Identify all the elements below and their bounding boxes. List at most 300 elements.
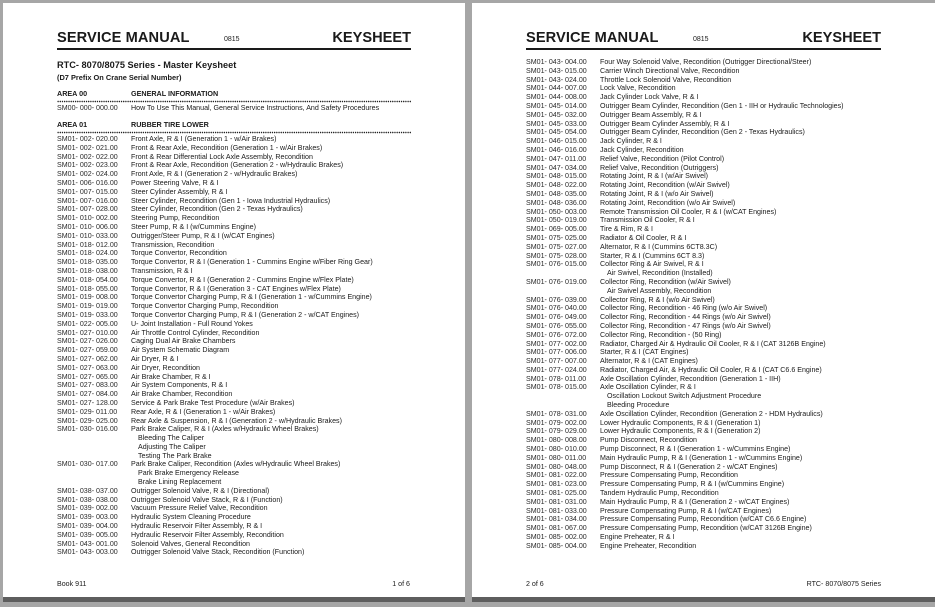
item-description: Outrigger Beam Cylinder, Recondition (Gen 2 - Texas Hydraulics) [600, 128, 805, 137]
item-description: Carrier Winch Directional Valve, Recondition [600, 66, 740, 75]
item-description: Pressure Compensating Pump, R & I (w/CAT Engines) [600, 506, 772, 515]
list-item [526, 146, 886, 155]
item-description: Rotating Joint, R & I (w/Air Swivel) [600, 172, 709, 181]
item-description: Brake Lining Replacement [138, 478, 222, 487]
item-code: SM01- 079- 002.00 [526, 418, 587, 427]
page-header [57, 30, 411, 50]
item-description: Collector Ring, R & I (w/o Air Swivel) [600, 295, 715, 304]
item-description: Outrigger Beam Assembly, R & I [600, 110, 702, 119]
item-code: SM01- 043- 015.00 [526, 66, 587, 75]
item-description: Lock Valve, Recondition [600, 84, 676, 93]
list-item [526, 190, 886, 199]
item-description: Solenoid Valves, General Recondition [131, 539, 250, 548]
list-item [526, 445, 886, 454]
list-item [57, 188, 417, 197]
item-description: Collector Ring, Recondition - (50 Ring) [600, 330, 722, 339]
item-code: SM01- 045- 054.00 [526, 128, 587, 137]
footer-page-number: 2 of 6 [526, 580, 544, 588]
item-code: SM01- 079- 029.00 [526, 427, 587, 436]
list-item [526, 278, 886, 287]
item-description: Hydraulic System Cleaning Procedure [131, 513, 251, 522]
item-code: SM01- 043- 004.00 [526, 58, 587, 66]
item-description: Outrigger Solenoid Valve Stack, Recondition (Function) [131, 548, 305, 557]
footer-page-number: 1 of 6 [392, 580, 410, 588]
item-description: Front & Rear Differential Lock Axle Assembly, Recondition [131, 152, 313, 161]
item-description: Starter, R & I (CAT Engines) [600, 348, 689, 357]
list-item [526, 454, 886, 463]
area-name: GENERAL INFORMATION [131, 89, 219, 98]
item-code: SM01- 029- 025.00 [57, 416, 118, 425]
item-description: Throttle Lock Solenoid Valve, Recondition [600, 75, 732, 84]
item-code: SM01- 080- 008.00 [526, 436, 587, 445]
list-item [526, 155, 886, 164]
header-code: 0815 [693, 36, 709, 43]
list-item [57, 232, 417, 241]
item-code: SM01- 048- 036.00 [526, 198, 587, 207]
item-code: SM01- 039- 003.00 [57, 513, 118, 522]
list-item [57, 487, 417, 496]
list-item [526, 84, 886, 93]
item-code: SM01- 027- 083.00 [57, 381, 118, 390]
asterisk-divider [57, 131, 411, 134]
item-code: SM01- 027- 062.00 [57, 354, 118, 363]
list-item [526, 419, 886, 428]
list-item [57, 460, 417, 469]
list-item [57, 241, 417, 250]
list-item [57, 329, 417, 338]
item-code: SM01- 044- 007.00 [526, 84, 587, 93]
item-description: Rear Axle & Suspension, R & I (Generation 2 - w/Hydraulic Brakes) [131, 416, 342, 425]
list-item [526, 304, 886, 313]
item-code: SM01- 027- 026.00 [57, 337, 118, 346]
item-code: SM01- 076- 019.00 [526, 277, 587, 286]
list-item [526, 164, 886, 173]
item-code: SM01- 043- 003.00 [57, 548, 118, 557]
list-subitem [57, 452, 417, 461]
item-description: Jack Cylinder Lock Valve, R & I [600, 93, 699, 102]
item-code: SM01- 018- 054.00 [57, 275, 118, 284]
list-item [57, 285, 417, 294]
item-description: Relief Valve, Recondition (Outriggers) [600, 163, 719, 172]
item-code: SM01- 078- 031.00 [526, 409, 587, 418]
list-item [526, 533, 886, 542]
item-code: SM01- 076- 049.00 [526, 313, 587, 322]
item-code: SM01- 027- 059.00 [57, 346, 118, 355]
item-code: SM01- 046- 016.00 [526, 145, 587, 154]
list-item [526, 243, 886, 252]
item-description: Rotating Joint, R & I (w/o Air Swivel) [600, 189, 714, 198]
item-code: SM01- 085- 004.00 [526, 541, 587, 550]
item-code: SM01- 076- 072.00 [526, 330, 587, 339]
item-code: SM01- 018- 055.00 [57, 284, 118, 293]
item-description: Service & Park Brake Test Procedure (w/Air Brakes) [131, 398, 295, 407]
item-description: Caging Dual Air Brake Chambers [131, 337, 236, 346]
item-description: Main Hydraulic Pump, R & I (Generation 2 - w/CAT Engines) [600, 497, 790, 506]
item-description: Bleeding Procedure [607, 401, 670, 410]
list-item [57, 293, 417, 302]
item-description: Park Brake Caliper, Recondition (Axles w/Hydraulic Wheel Brakes) [131, 460, 341, 469]
document-subtitle: (D7 Prefix On Crane Serial Number) [57, 73, 182, 82]
list-item [526, 58, 886, 67]
item-code: SM01- 045- 014.00 [526, 101, 587, 110]
item-code: SM01- 018- 038.00 [57, 266, 118, 275]
item-code: SM01- 039- 002.00 [57, 504, 118, 513]
item-description: Outrigger Beam Cylinder Assembly, R & I [600, 119, 730, 128]
item-description: Pressure Compensating Pump, Recondition [600, 471, 739, 480]
list-item [57, 496, 417, 505]
area-name: RUBBER TIRE LOWER [131, 120, 209, 129]
list-item [57, 214, 417, 223]
item-code: SM01- 048- 015.00 [526, 172, 587, 181]
item-description: Pump Disconnect, R & I (Generation 1 - w/Cummins Engine) [600, 445, 791, 454]
item-code: SM01- 010- 002.00 [57, 214, 118, 223]
document-title: RTC- 8070/8075 Series - Master Keysheet [57, 60, 237, 70]
list-item [57, 513, 417, 522]
list-item [57, 531, 417, 540]
list-item [526, 515, 886, 524]
item-description: Transmission Oil Cooler, R & I [600, 216, 695, 225]
item-code: SM01- 045- 033.00 [526, 119, 587, 128]
item-description: U- Joint Installation - Full Round Yokes [131, 319, 253, 328]
asterisk-divider [57, 100, 411, 103]
area-00-list [57, 104, 417, 113]
item-code: SM01- 069- 005.00 [526, 225, 587, 234]
list-item [526, 340, 886, 349]
item-description: Engine Preheater, Recondition [600, 541, 697, 550]
item-description: Torque Convertor, R & I (Generation 1 - Cummins Engine w/Fiber Ring Gear) [131, 258, 373, 267]
item-description: Outrigger/Steer Pump, R & I (w/CAT Engines) [131, 231, 275, 240]
list-item [526, 137, 886, 146]
list-item [57, 258, 417, 267]
page-1 [3, 3, 465, 602]
item-description: Collector Ring, Recondition - 44 Rings (w/o Air Swivel) [600, 313, 771, 322]
list-item [526, 225, 886, 234]
item-description: Collector Ring, Recondition - 47 Rings (w/o Air Swivel) [600, 321, 771, 330]
list-subitem [526, 392, 886, 401]
item-description: Relief Valve, Recondition (Pilot Control) [600, 154, 725, 163]
item-code: SM01- 050- 003.00 [526, 207, 587, 216]
item-code: SM01- 007- 028.00 [57, 205, 118, 214]
page-2 [472, 3, 935, 602]
item-code: SM01- 043- 001.00 [57, 539, 118, 548]
list-item [57, 355, 417, 364]
list-item [57, 337, 417, 346]
item-code: SM01- 007- 016.00 [57, 196, 118, 205]
item-code: SM01- 006- 016.00 [57, 178, 118, 187]
list-item [526, 76, 886, 85]
item-description: Outrigger Solenoid Valve Stack, R & I (Function) [131, 495, 283, 504]
item-description: Tandem Hydraulic Pump, Recondition [600, 489, 719, 498]
item-code: SM01- 002- 024.00 [57, 170, 118, 179]
item-code: SM01- 002- 020.00 [57, 135, 118, 143]
list-item [526, 348, 886, 357]
list-item [57, 302, 417, 311]
item-code: SM01- 039- 005.00 [57, 530, 118, 539]
item-description: Radiator & Oil Cooler, R & I [600, 233, 687, 242]
footer-series: RTC- 8070/8075 Series [806, 580, 881, 588]
list-item [526, 463, 886, 472]
item-code: SM01- 047- 011.00 [526, 154, 587, 163]
list-item [526, 216, 886, 225]
list-subitem [57, 469, 417, 478]
list-item [526, 120, 886, 129]
item-code: SM01- 081- 067.00 [526, 524, 587, 533]
item-description: Front & Rear Axle, Recondition (Generation 2 - w/Hydraulic Brakes) [131, 161, 344, 170]
item-description: Air System Schematic Diagram [131, 346, 230, 355]
list-item [57, 197, 417, 206]
list-item [526, 489, 886, 498]
list-item [526, 172, 886, 181]
list-item [526, 199, 886, 208]
item-code: SM01- 010- 006.00 [57, 222, 118, 231]
item-description: Hydraulic Reservoir Filter Assembly, R & I [131, 522, 263, 531]
item-description: Front Axle, R & I (Generation 1 - w/Air Brakes) [131, 135, 277, 143]
item-code: SM01- 081- 025.00 [526, 489, 587, 498]
area-number: AREA 00 [57, 89, 88, 98]
list-item [526, 436, 886, 445]
list-item [57, 135, 417, 144]
item-description: Radiator, Charged Air, & Hydraulic Oil Cooler, R & I (CAT C6.6 Engine) [600, 365, 822, 374]
item-description: Park Brake Caliper, R & I (Axles w/Hydraulic Wheel Brakes) [131, 425, 319, 434]
item-code: SM01- 007- 015.00 [57, 187, 118, 196]
item-description: Pressure Compensating Pump, R & I (w/Cummins Engine) [600, 480, 785, 489]
list-item [526, 181, 886, 190]
item-code: SM01- 019- 019.00 [57, 302, 118, 311]
list-item [57, 153, 417, 162]
item-description: Lower Hydraulic Components, R & I (Generation 1) [600, 418, 761, 427]
item-description: Engine Preheater, R & I [600, 533, 675, 542]
item-code: SM01- 002- 021.00 [57, 143, 118, 152]
list-subitem [526, 401, 886, 410]
item-description: Air Throttle Control Cylinder, Recondition [131, 328, 260, 337]
item-code: SM01- 048- 022.00 [526, 181, 587, 190]
item-description: Adjusting The Caliper [138, 442, 206, 451]
item-description: Jack Cylinder, R & I [600, 137, 662, 146]
item-code: SM01- 076- 040.00 [526, 304, 587, 313]
item-description: Pressure Compensating Pump, Recondition (w/CAT 3126B Engine) [600, 524, 812, 533]
item-description: Pressure Compensating Pump, Recondition (w/CAT C6.6 Engine) [600, 515, 807, 524]
item-code: SM01- 018- 035.00 [57, 258, 118, 267]
item-code: SM01- 043- 024.00 [526, 75, 587, 84]
item-description: Air Swivel, Recondition (Installed) [607, 269, 713, 278]
item-code: SM01- 085- 002.00 [526, 533, 587, 542]
item-description: Air Dryer, R & I [131, 354, 179, 363]
item-code: SM01- 081- 023.00 [526, 480, 587, 489]
item-description: Front Axle, R & I (Generation 2 - w/Hydraulic Brakes) [131, 170, 298, 179]
item-description: Torque Convertor Charging Pump, R & I (Generation 2 - w/CAT Engines) [131, 310, 360, 319]
item-code: SM01- 030- 017.00 [57, 460, 118, 469]
list-item [57, 276, 417, 285]
list-item [526, 128, 886, 137]
list-item [57, 249, 417, 258]
item-description: Air Dryer, Recondition [131, 363, 200, 372]
list-item [57, 522, 417, 531]
list-item [526, 375, 886, 384]
item-description: Air Swivel Assembly, Recondition [607, 286, 712, 295]
item-code: SM01- 038- 038.00 [57, 495, 118, 504]
item-description: Rotating Joint, Recondition (w/Air Swivel) [600, 181, 730, 190]
item-description: Front & Rear Axle, Recondition (Generation 1 - w/Air Brakes) [131, 143, 323, 152]
list-item [57, 504, 417, 513]
list-item [57, 540, 417, 549]
list-item [57, 346, 417, 355]
list-item [526, 313, 886, 322]
item-description: Air Brake Chamber, R & I [131, 372, 211, 381]
list-item [526, 67, 886, 76]
list-subitem [57, 478, 417, 487]
header-title: SERVICE MANUAL [526, 30, 659, 46]
list-item [526, 427, 886, 436]
item-description: Torque Convertor, R & I (Generation 3 - CAT Engines w/Flex Plate) [131, 284, 341, 293]
item-code: SM01- 076- 015.00 [526, 260, 587, 269]
list-subitem [57, 443, 417, 452]
item-code: SM01- 027- 063.00 [57, 363, 118, 372]
item-description: Testing The Park Brake [138, 451, 212, 460]
list-item [57, 373, 417, 382]
page-shadow [472, 597, 935, 602]
item-code: SM00- 000- 000.00 [57, 104, 118, 112]
item-code: SM01- 039- 004.00 [57, 522, 118, 531]
item-code: SM01- 038- 037.00 [57, 486, 118, 495]
list-item [57, 425, 417, 434]
item-description: Park Brake Emergency Release [138, 469, 239, 478]
header-keysheet: KEYSHEET [332, 30, 411, 46]
item-code: SM01- 030- 016.00 [57, 425, 118, 434]
item-description: Rear Axle, R & I (Generation 1 - w/Air Brakes) [131, 407, 276, 416]
item-code: SM01- 077- 002.00 [526, 339, 587, 348]
item-code: SM01- 018- 012.00 [57, 240, 118, 249]
item-code: SM01- 022- 005.00 [57, 319, 118, 328]
list-item [57, 320, 417, 329]
list-item [526, 383, 886, 392]
list-subitem [526, 287, 886, 296]
list-item [526, 252, 886, 261]
page-header [526, 30, 881, 50]
item-description: Steering Pump, Recondition [131, 214, 220, 223]
list-subitem [526, 269, 886, 278]
item-description: Steer Cylinder Assembly, R & I [131, 187, 228, 196]
list-item [526, 208, 886, 217]
item-code: SM01- 019- 008.00 [57, 293, 118, 302]
item-description: Collector Ring, Recondition (w/Air Swivel) [600, 277, 731, 286]
item-code: SM01- 027- 128.00 [57, 398, 118, 407]
list-item [57, 170, 417, 179]
item-description: Main Hydraulic Pump, R & I (Generation 1 - w/Cummins Engine) [600, 453, 803, 462]
item-description: Transmission, R & I [131, 266, 193, 275]
item-code: SM01- 002- 022.00 [57, 152, 118, 161]
item-code: SM01- 080- 011.00 [526, 453, 587, 462]
header-keysheet: KEYSHEET [802, 30, 881, 46]
list-item [526, 322, 886, 331]
list-item [526, 111, 886, 120]
item-description: Bleeding The Caliper [138, 434, 205, 443]
list-item [526, 471, 886, 480]
list-item [57, 408, 417, 417]
item-description: Alternator, R & I (Cummins 6CT8.3C) [600, 242, 718, 251]
item-code: SM01- 077- 007.00 [526, 357, 587, 366]
list-item [526, 542, 886, 551]
item-description: Transmission, Recondition [131, 240, 215, 249]
item-code: SM01- 019- 033.00 [57, 310, 118, 319]
item-code: SM01- 081- 022.00 [526, 471, 587, 480]
footer-book: Book 911 [57, 580, 87, 588]
list-item [526, 357, 886, 366]
item-code: SM01- 027- 084.00 [57, 390, 118, 399]
item-description: Outrigger Beam Cylinder, Recondition (Gen 1 - IIH or Hydraulic Technologies) [600, 101, 844, 110]
list-subitem [57, 434, 417, 443]
list-item [57, 417, 417, 426]
item-code: SM01- 050- 019.00 [526, 216, 587, 225]
item-description: Torque Convertor Charging Pump, Recondition [131, 302, 279, 311]
item-code: SM01- 077- 024.00 [526, 365, 587, 374]
item-code: SM01- 027- 010.00 [57, 328, 118, 337]
item-code: SM01- 075- 027.00 [526, 242, 587, 251]
list-item [526, 498, 886, 507]
list-item [57, 267, 417, 276]
item-description: Collector Ring, Recondition - 46 Ring (w/o Air Swivel) [600, 304, 768, 313]
item-code: SM01- 029- 011.00 [57, 407, 118, 416]
item-code: SM01- 027- 065.00 [57, 372, 118, 381]
item-description: Jack Cylinder, Recondition [600, 145, 684, 154]
list-item [526, 507, 886, 516]
list-item [526, 524, 886, 533]
header-code: 0815 [224, 36, 240, 43]
item-code: SM01- 075- 025.00 [526, 233, 587, 242]
area-number: AREA 01 [57, 120, 88, 129]
item-code: SM01- 081- 033.00 [526, 506, 587, 515]
item-code: SM01- 076- 055.00 [526, 321, 587, 330]
list-item [57, 104, 417, 113]
list-item [57, 381, 417, 390]
list-item [57, 144, 417, 153]
item-code: SM01- 047- 034.00 [526, 163, 587, 172]
item-description: Air Brake Chamber, Recondition [131, 390, 233, 399]
item-description: Remote Transmission Oil Cooler, R & I (w/CAT Engines) [600, 207, 777, 216]
item-description: Oscillation Lockout Switch Adjustment Procedure [607, 392, 762, 401]
item-code: SM01- 048- 035.00 [526, 189, 587, 198]
area-01-list [57, 135, 417, 557]
continued-list [526, 58, 886, 551]
list-item [526, 260, 886, 269]
list-item [57, 223, 417, 232]
page-shadow [3, 597, 465, 602]
item-description: Power Steering Valve, R & I [131, 178, 219, 187]
item-description: Outrigger Solenoid Valve, R & I (Directional) [131, 486, 270, 495]
item-code: SM01- 010- 033.00 [57, 231, 118, 240]
item-code: SM01- 018- 024.00 [57, 249, 118, 258]
list-item [526, 234, 886, 243]
list-item [57, 399, 417, 408]
item-description: Axle Oscillation Cylinder, R & I [600, 383, 696, 392]
item-description: Hydraulic Reservoir Filter Assembly, Recondition [131, 530, 284, 539]
item-code: SM01- 080- 048.00 [526, 462, 587, 471]
list-item [526, 93, 886, 102]
item-code: SM01- 080- 010.00 [526, 445, 587, 454]
item-code: SM01- 077- 006.00 [526, 348, 587, 357]
list-item [57, 179, 417, 188]
item-description: Pump Disconnect, Recondition [600, 436, 697, 445]
list-item [57, 205, 417, 214]
list-item [57, 364, 417, 373]
item-code: SM01- 078- 015.00 [526, 383, 587, 392]
item-description: Rotating Joint, Recondition (w/o Air Swivel) [600, 198, 736, 207]
item-description: Pump Disconnect, R & I (Generation 2 - w/CAT Engines) [600, 462, 778, 471]
item-code: SM01- 081- 031.00 [526, 497, 587, 506]
list-item [57, 390, 417, 399]
list-item [526, 102, 886, 111]
item-description: Vacuum Pressure Relief Valve, Recondition [131, 504, 268, 513]
list-item [526, 296, 886, 305]
